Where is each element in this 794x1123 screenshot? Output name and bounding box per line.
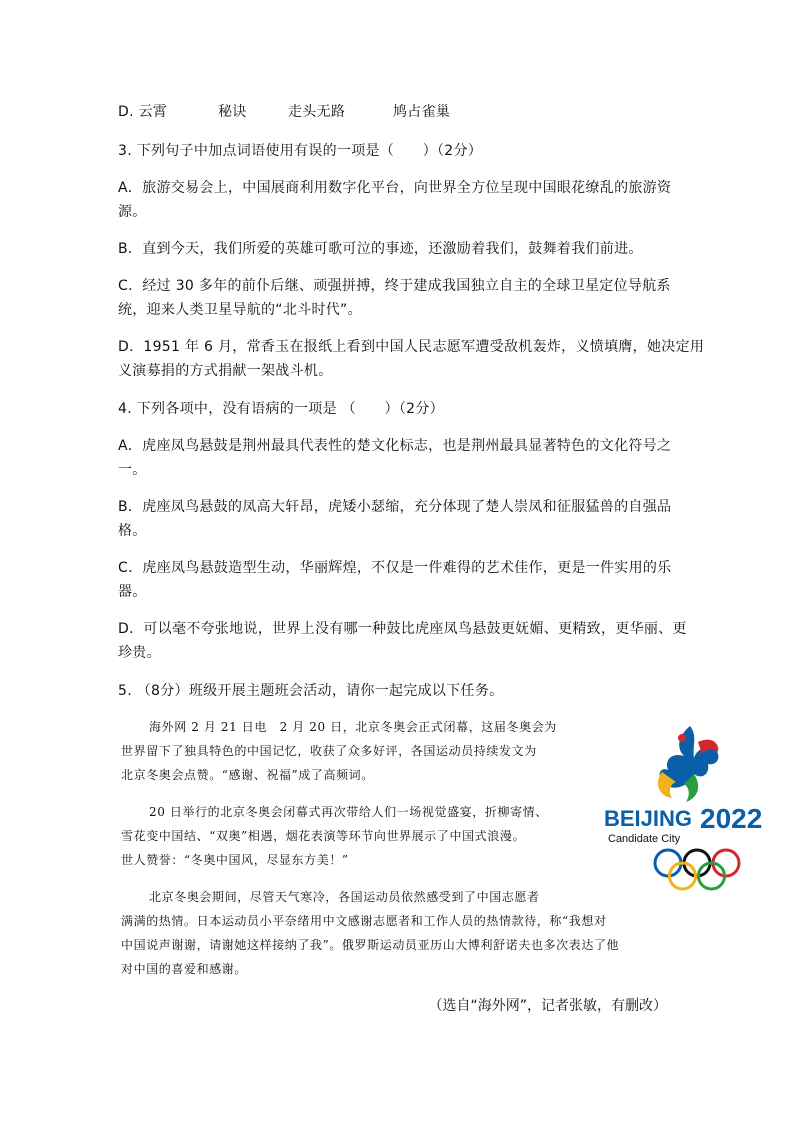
q5-stem: 5. （8分）班级开展主题班会活动，请你一起完成以下任务。: [118, 683, 504, 699]
logo-candidate-city: Candidate City: [608, 833, 681, 845]
logo-word-2022: 2022: [700, 803, 763, 834]
passage-p3-line4: 对中国的喜爱和感谢。: [121, 962, 248, 976]
q3-stem: 3. 下列句子中加点词语使用有误的一项是（ ）（2分）: [118, 143, 483, 159]
beijing-2022-logo: [598, 718, 778, 898]
q4-option-b-line2: 格。: [118, 523, 147, 539]
q3-option-b: B．直到今天，我们所爱的英雄可歌可泣的事迹，还激励着我们，鼓舞着我们前进。: [118, 241, 643, 257]
q4-option-b-line1: B．虎座凤鸟悬鼓的凤高大轩昂，虎矮小瑟缩，充分体现了楚人崇凤和征服猛兽的自强品: [118, 499, 672, 515]
passage-p2-line1: 20 日举行的北京冬奥会闭幕式再次带给人们一场视觉盛宴，折柳寄情、: [149, 805, 548, 819]
q4-stem: 4. 下列各项中，没有语病的一项是 （ ）（2分）: [118, 401, 444, 417]
q3-option-d-line2: 义演募捐的方式捐献一架战斗机。: [118, 363, 333, 379]
q3-option-a-line1: A．旅游交易会上，中国展商利用数字化平台，向世界全方位呈现中国眼花缭乱的旅游资: [118, 180, 672, 196]
passage-p3-line3: 中国说声谢谢，请谢她这样接纳了我”。俄罗斯运动员亚历山大博利舒诺夫也多次表达了他: [121, 938, 620, 952]
q3-option-c-line1: C．经过 30 多年的前仆后继、顽强拼搏，终于建成我国独立自主的全球卫星定位导航系: [118, 278, 671, 294]
passage-p3-line1: 北京冬奥会期间，尽管天气寒冷，各国运动员依然感受到了中国志愿者: [149, 890, 540, 904]
passage-source: （选自“海外网”，记者张敏，有删改）: [428, 998, 667, 1014]
q4-option-c-line2: 器。: [118, 584, 147, 600]
q3-option-a-line2: 源。: [118, 204, 147, 220]
q2-d-word-2: 走头无路: [288, 104, 346, 120]
passage-p3-line2: 满满的热情。日本运动员小平奈绪用中文感谢志愿者和工作人员的热情款待，称“我想对: [121, 914, 607, 928]
q4-option-d-line2: 珍贵。: [118, 645, 161, 661]
passage-p1-line3: 北京冬奥会点赞。“感谢、祝福”成了高频词。: [121, 768, 374, 782]
passage-p1-line1: 海外网 2 月 21 日电 2 月 20 日，北京冬奥会正式闭幕，这届冬奥会为: [149, 720, 557, 734]
q2-d-word-1: 秘诀: [218, 104, 247, 120]
q3-option-d-line1: D．1951 年 6 月，常香玉在报纸上看到中国人民志愿军遭受敌机轰炸，义愤填膺，她决定用: [118, 339, 705, 355]
logo-word-beijing: BEIJING: [604, 806, 693, 831]
q2-option-d: [118, 101, 450, 121]
q4-option-a-line1: A．虎座凤鸟悬鼓是荆州最具代表性的楚文化标志，也是荆州最具显著特色的文化符号之: [118, 438, 672, 454]
olympic-rings-icon: [655, 850, 739, 889]
q2-d-label: D. 云霄: [118, 104, 168, 120]
q4-option-a-line2: 一。: [118, 462, 147, 478]
q4-option-d-line1: D．可以毫不夸张地说，世界上没有哪一种鼓比虎座凤鸟悬鼓更妩媚、更精致，更华丽、更: [118, 621, 687, 637]
q4-option-c-line1: C．虎座凤鸟悬鼓造型生动，华丽辉煌，不仅是一件难得的艺术佳作，更是一件实用的乐: [118, 560, 672, 576]
passage-p2-line3: 世人赞誉：“冬奥中国风，尽显东方美！”: [121, 853, 349, 867]
q3-option-c-line2: 统，迎来人类卫星导航的“北斗时代”。: [118, 302, 362, 318]
passage-p2-line2: 雪花变中国结、“双奥”相遇，烟花表演等环节向世界展示了中国式浪漫。: [121, 829, 526, 843]
logo-emblem-figure: [658, 726, 719, 802]
q2-d-word-3: 鸠占雀巢: [393, 104, 451, 120]
passage-p1-line2: 世界留下了独具特色的中国记忆，收获了众多好评，各国运动员持续发文为: [121, 744, 537, 758]
